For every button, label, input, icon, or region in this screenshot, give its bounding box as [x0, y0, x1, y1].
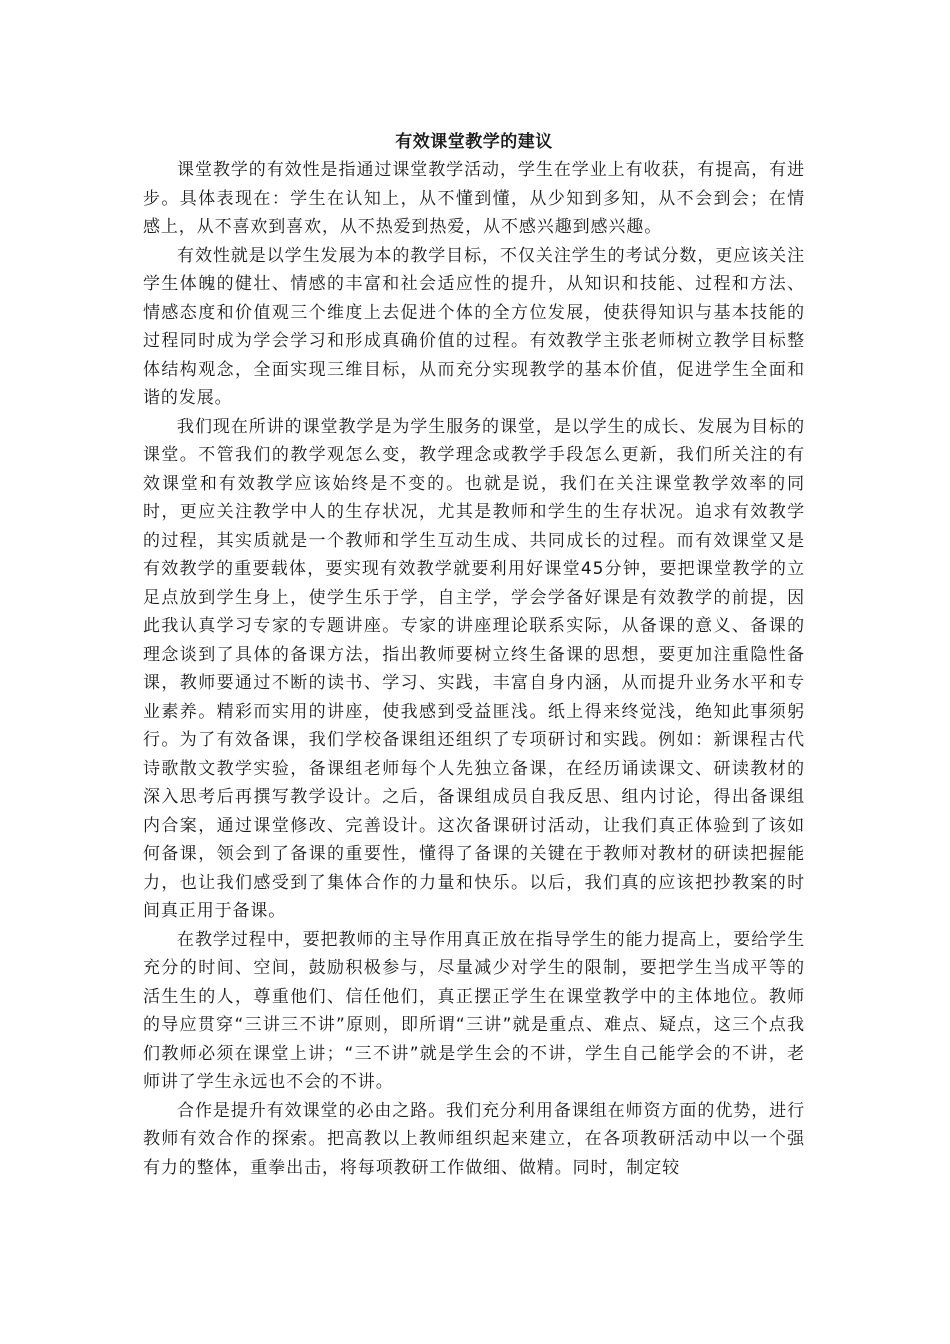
- paragraph-3: 我们现在所讲的课堂教学是为学生服务的课堂，是以学生的成长、发展为目标的课堂。不管我们的教学观怎么变，教学理念或教学手段怎么更新，我们所关注的有效课堂和有效教学应该始终是不变的。也就是说，我们在关注课堂教学效率的同时，更应关注教学中人的生存状况，尤其是教师和学生的生存状况。追求有效教学的过程，其实质就是一个教师和学生互动生成、共同成长的过程。而有效课堂又是有效教学的重要载体，要实现有效教学就要利用好课堂45分钟，要把课堂教学的立足点放到学生身上，使学生乐于学，自主学，学会学备好课是有效教学的前提，因此我认真学习专家的专题讲座。专家的讲座理论联系实际，从备课的意义、备课的理念谈到了具体的备课方法，指出教师要树立终生备课的思想，要更加注重隐性备课，教师要通过不断的读书、学习、实践，丰富自身内涵，从而提升业务水平和专业素养。精彩而实用的讲座，使我感到受益匪浅。纸上得来终觉浅，绝知此事须躬行。为了有效备课，我们学校备课组还组织了专项研讨和实践。例如：新课程古代诗歌散文教学实验，备课组老师每个人先独立备课，在经历诵读课文、研读教材的深入思考后再撰写教学设计。之后，备课组成员自我反思、组内讨论，得出备课组内合案，通过课堂修改、完善设计。这次备课研讨活动，让我们真正体验到了该如何备课，领会到了备课的重要性，懂得了备课的关键在于教师对教材的研读把握能力，也让我们感受到了集体合作的力量和快乐。以后，我们真的应该把抄教案的时间真正用于备课。: [143, 416, 805, 921]
- paragraph-2: 有效性就是以学生发展为本的教学目标，不仅关注学生的考试分数，更应该关注学生体魄的健壮、情感的丰富和社会适应性的提升，从知识和技能、过程和方法、情感态度和价值观三个维度上去促进个体的全方位发展，使获得知识与基本技能的过程同时成为学会学习和形成真确价值的过程。有效教学主张老师树立教学目标整体结构观念，全面实现三维目标，从而充分实现教学的基本价值，促进学生全面和谐的发展。: [143, 245, 805, 408]
- paragraph-4: 在教学过程中，要把教师的主导作用真正放在指导学生的能力提高上，要给学生充分的时间、空间，鼓励积极参与，尽量减少对学生的限制，要把学生当成平等的活生生的人，尊重他们、信任他们，真正摆正学生在课堂教学中的主体地位。教师的导应贯穿“三讲三不讲”原则，即所谓“三讲”就是重点、难点、疑点，这三个点我们教师必须在课堂上讲；“三不讲”就是学生会的不讲，学生自己能学会的不讲，老师讲了学生永远也不会的不讲。: [143, 929, 805, 1092]
- document-title: 有效课堂教学的建议: [395, 132, 553, 152]
- document-body: [143, 128, 805, 1182]
- paragraph-1: 课堂教学的有效性是指通过课堂教学活动，学生在学业上有收获，有提高，有进步。具体表现在：学生在认知上，从不懂到懂，从少知到多知，从不会到会；在情感上，从不喜欢到喜欢，从不热爱到热爱，从不感兴趣到感兴趣。: [143, 160, 805, 237]
- paragraph-5: 合作是提升有效课堂的必由之路。我们充分利用备课组在师资方面的优势，进行教师有效合作的探索。把高教以上教师组织起来建立，在各项教研活动中以一个强有力的整体，重拳出击，将每项教研工作做细、做精。同时，制定较: [143, 1100, 805, 1178]
